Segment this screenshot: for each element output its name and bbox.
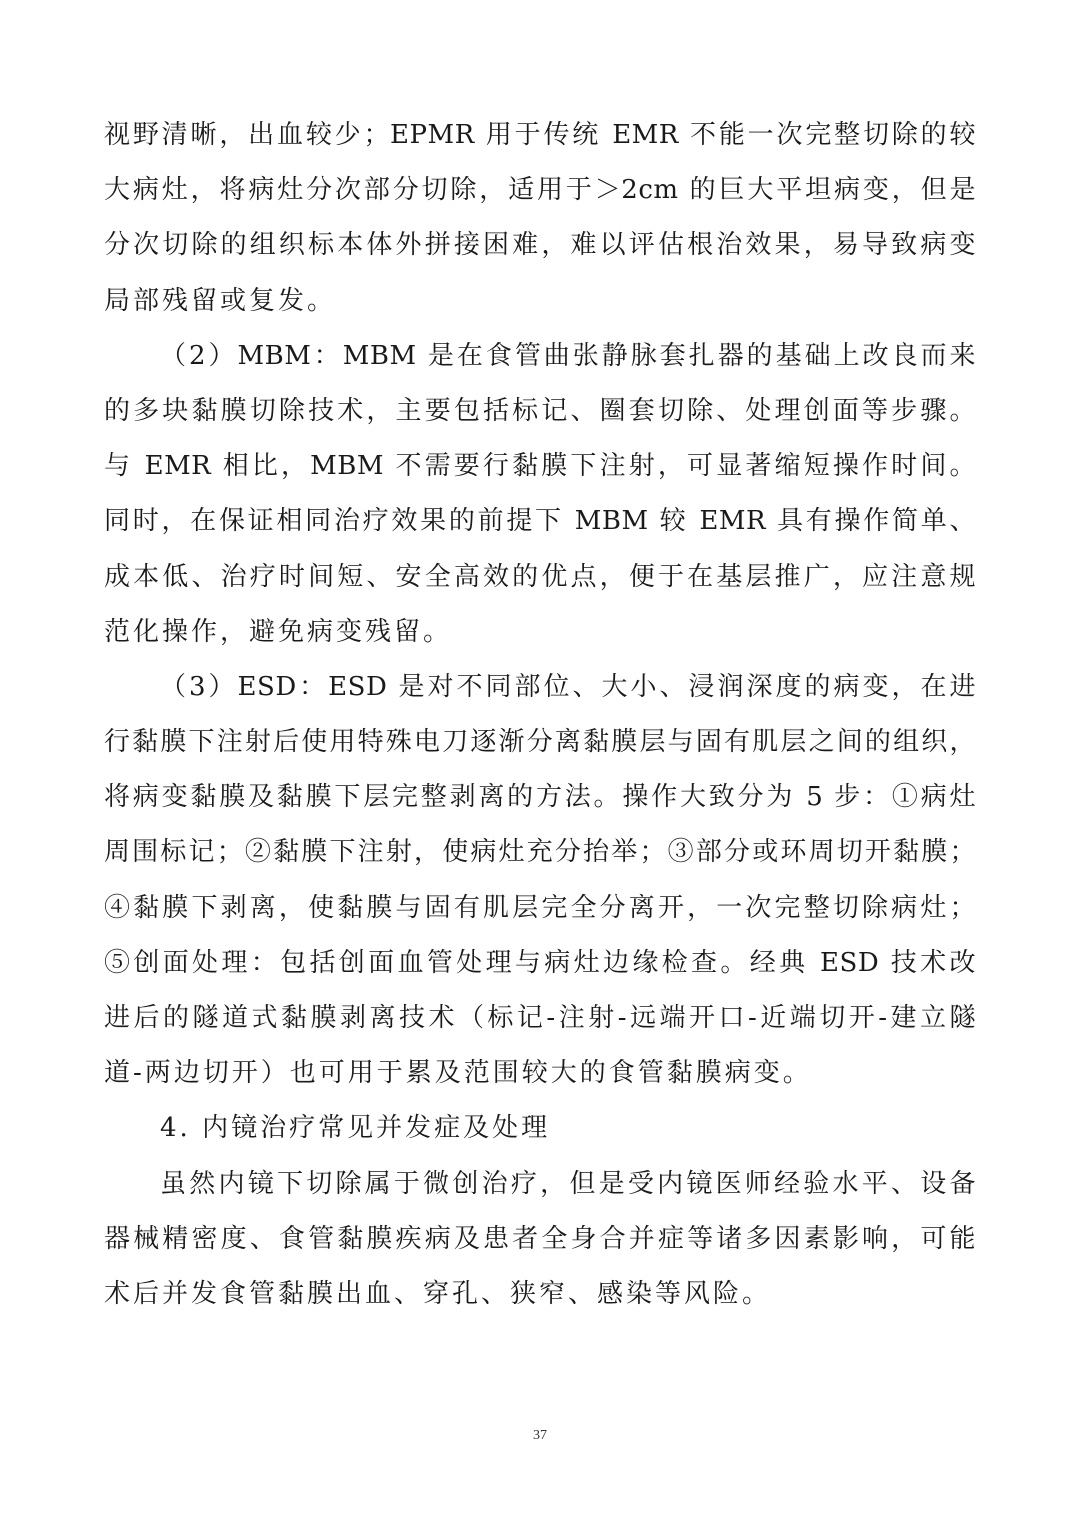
text-line: ⑤创面处理：包括创面血管处理与病灶边缘检查。经典 ESD 技术改 <box>104 947 976 978</box>
text-line: 同时，在保证相同治疗效果的前提下 MBM 较 EMR 具有操作简单、 <box>104 506 976 537</box>
paragraph-epmr-continuation <box>104 108 976 329</box>
text-line: 进后的隧道式黏膜剥离技术（标记-注射-远端开口-近端切开-建立隧 <box>104 1003 976 1033</box>
text-line: 分次切除的组织标本体外拼接困难，难以评估根治效果，易导致病变 <box>104 230 976 261</box>
text-line: 道-两边切开）也可用于累及范围较大的食管黏膜病变。 <box>104 1058 812 1089</box>
text-line: 的多块黏膜切除技术，主要包括标记、圈套切除、处理创面等步骤。 <box>104 395 976 426</box>
text-line: 周围标记；②黏膜下注射，使病灶充分抬举；③部分或环周切开黏膜； <box>104 837 976 868</box>
page-body <box>104 108 976 1322</box>
text-line: 视野清晰，出血较少；EPMR 用于传统 EMR 不能一次完整切除的较 <box>104 120 976 150</box>
text-line: 与 EMR 相比，MBM 不需要行黏膜下注射，可显著缩短操作时间。 <box>104 451 976 482</box>
section-heading <box>104 1101 976 1156</box>
section-heading-text: 4. 内镜治疗常见并发症及处理 <box>160 1113 551 1144</box>
text-line: 成本低、治疗时间短、安全高效的优点，便于在基层推广，应注意规 <box>104 561 976 592</box>
text-line: ④黏膜下剥离，使黏膜与固有肌层完全分离开，一次完整切除病灶； <box>104 892 976 923</box>
paragraph-esd <box>104 660 976 1102</box>
text-line: 虽然内镜下切除属于微创治疗，但是受内镜医师经验水平、设备 <box>160 1168 976 1199</box>
text-line: （3）ESD：ESD 是对不同部位、大小、浸润深度的病变，在进 <box>160 671 976 702</box>
text-line: 术后并发食管黏膜出血、穿孔、狭窄、感染等风险。 <box>104 1278 772 1309</box>
text-line: （2）MBM：MBM 是在食管曲张静脉套扎器的基础上改良而来 <box>160 340 976 371</box>
text-line: 将病变黏膜及黏膜下层完整剥离的方法。操作大致分为 5 步：①病灶 <box>104 782 976 813</box>
text-line: 大病灶，将病灶分次部分切除，适用于＞2cm 的巨大平坦病变，但是 <box>104 175 976 206</box>
text-line: 范化操作，避免病变残留。 <box>104 616 453 647</box>
text-line: 局部残留或复发。 <box>104 285 337 316</box>
paragraph-mbm <box>104 329 976 660</box>
text-line: 器械精密度、食管黏膜疾病及患者全身合并症等诸多因素影响，可能 <box>104 1223 976 1254</box>
paragraph-complications <box>104 1157 976 1323</box>
text-line: 行黏膜下注射后使用特殊电刀逐渐分离黏膜层与固有肌层之间的组织， <box>104 727 976 758</box>
page-number: 37 <box>533 1428 547 1443</box>
